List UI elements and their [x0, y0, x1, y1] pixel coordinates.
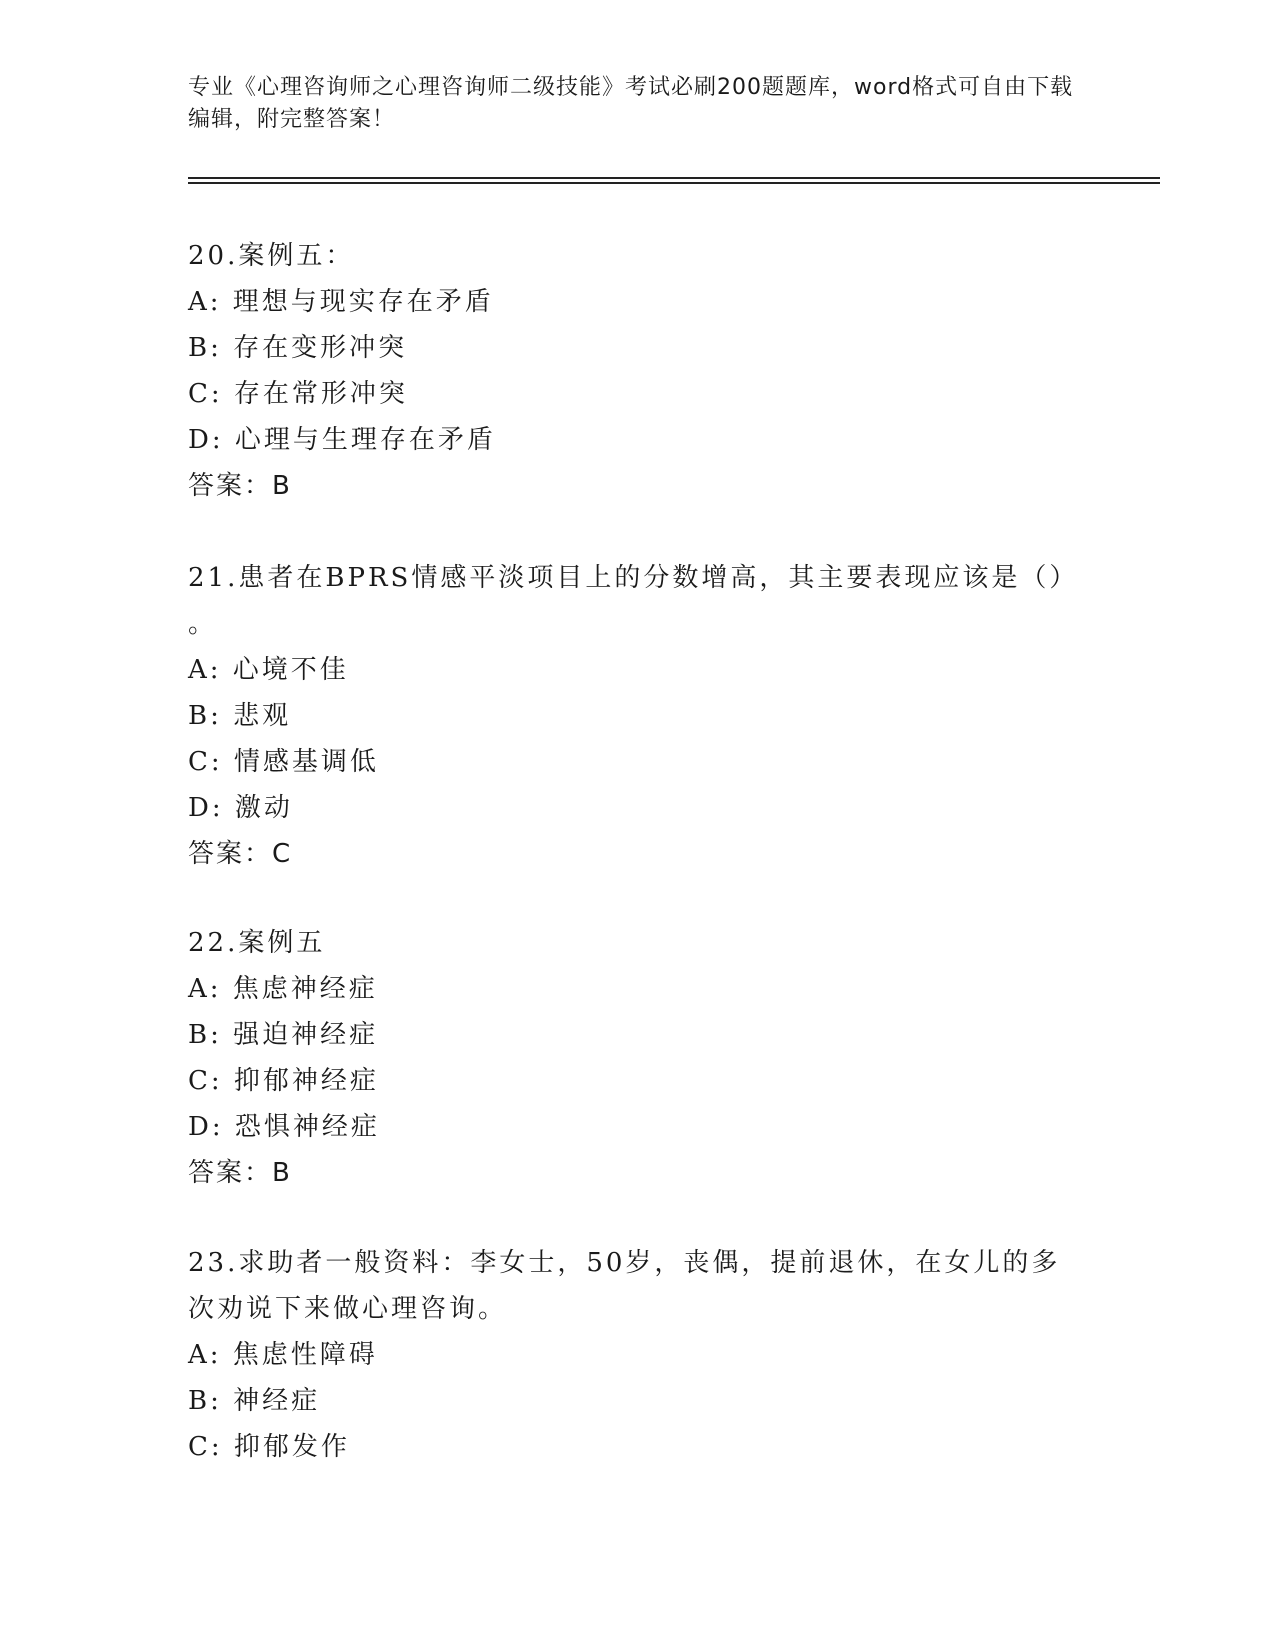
- option-d: D: 心理与生理存在矛盾: [188, 425, 496, 455]
- answer-label: 答案：C: [188, 839, 293, 869]
- question-stem: 23.求助者一般资料：李女士，50岁，丧偶，提前退休，在女儿的多次劝说下来做心理咨询。: [188, 1248, 1061, 1324]
- document-header: 专业《心理咨询师之心理咨询师二级技能》考试必刷200题题库，word格式可自由下载编辑，附完整答案！: [188, 75, 1074, 132]
- option-b: B: 悲观: [188, 701, 292, 731]
- answer-label: 答案：B: [188, 471, 292, 501]
- question-stem: 22.案例五: [188, 928, 326, 958]
- question-21: [188, 555, 1088, 877]
- answer-label: 答案：B: [188, 1158, 292, 1188]
- option-d: D: 恐惧神经症: [188, 1112, 380, 1142]
- option-a: A: 心境不佳: [188, 655, 349, 685]
- question-23: [188, 1240, 1088, 1470]
- option-c: C: 抑郁神经症: [188, 1066, 379, 1096]
- option-a: A: 焦虑性障碍: [188, 1340, 378, 1370]
- question-20: [188, 233, 1088, 509]
- option-b: B: 强迫神经症: [188, 1020, 379, 1050]
- option-d: D: 激动: [188, 793, 293, 823]
- option-b: B: 神经症: [188, 1386, 321, 1416]
- header-divider-top: [188, 177, 1160, 179]
- question-22: [188, 920, 1088, 1196]
- option-c: C: 抑郁发作: [188, 1432, 350, 1462]
- header-divider-bottom: [188, 182, 1160, 184]
- option-c: C: 情感基调低: [188, 747, 379, 777]
- option-c: C: 存在常形冲突: [188, 379, 408, 409]
- option-a: A: 理想与现实存在矛盾: [188, 287, 494, 317]
- option-a: A: 焦虑神经症: [188, 974, 378, 1004]
- question-stem-continuation: 。: [188, 609, 218, 639]
- option-b: B: 存在变形冲突: [188, 333, 408, 363]
- question-stem: 20.案例五：: [188, 241, 355, 271]
- question-stem: 21.患者在BPRS情感平淡项目上的分数增高，其主要表现应该是（）: [188, 563, 1079, 593]
